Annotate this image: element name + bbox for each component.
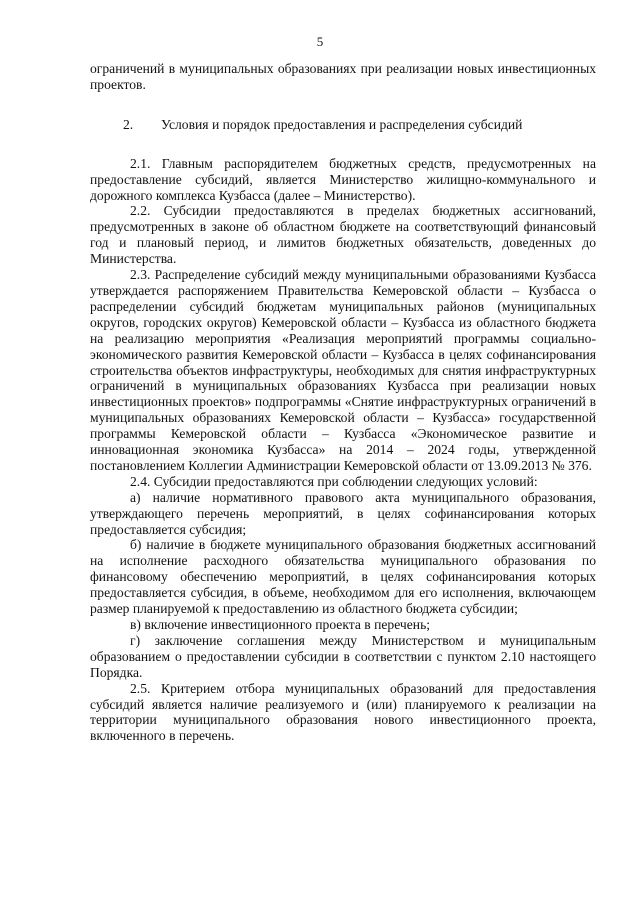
paragraph-2-5: 2.5. Критерием отбора муниципальных образований для предоставления субсидий является наличие реализуемого и (или) планируемого к реализации на территории муниципального образования нового инвестиционного проекта, включенного в перечень. (90, 680, 596, 744)
continuation-paragraph: ограничений в муниципальных образованиях при реализации новых инвестиционных проектов. (90, 61, 596, 92)
section-heading (90, 117, 596, 133)
condition-g: г) заключение соглашения между Министерством и муниципальным образованием о предоставлении субсидии в соответствии с пунктом 2.10 настоящего Порядка. (90, 632, 596, 680)
condition-b: б) наличие в бюджете муниципального образования бюджетных ассигнований на исполнение расходного обязательства муниципального образования по финансовому обеспечению мероприятий, в целях софинансирования которых предоставляется субсидия, в объеме, необходимом для его исполнения, включающем размер планируемой к предоставлению из областного бюджета субсидии; (90, 537, 596, 617)
paragraph-2-3: 2.3. Распределение субсидий между муниципальными образованиями Кузбасса утверждается распоряжением Правительства Кемеровской области – Кузбасса о распределении субсидий бюджетам муниципальных районов (муниципальных округов, городских округов) Кемеровской области – Кузбасса из областного бюджета на реализацию мероприятия «Реализация мероприятий программы социально-экономического развития Кемеровской области – Кузбасса в целях софинансирования строительства объектов инфраструктуры, необходимых для снятия инфраструктурных ограничений в муниципальных образованиях Кузбасса при реализации новых инвестиционных проектов» подпрограммы «Снятие инфраструктурных ограничений в муниципальных образованиях Кемеровской области – Кузбасса» государственной программы Кемеровской области – Кузбасса «Экономическое развитие и инновационная экономика Кузбасса» на 2014 – 2024 годы, утвержденной постановлением Коллегии Администрации Кемеровской области от 13.09.2013 № 376. (90, 267, 596, 473)
document-body (90, 61, 596, 744)
paragraph-2-4: 2.4. Субсидии предоставляются при соблюдении следующих условий: (130, 473, 538, 489)
condition-v: в) включение инвестиционного проекта в перечень; (130, 617, 431, 632)
paragraph-2-1: 2.1. Главным распорядителем бюджетных средств, предусмотренных на предоставление субсидий, является Министерство жилищно-коммунального и дорожного комплекса Кузбасса (далее – Министерство). (90, 155, 596, 203)
paragraph-2-2: 2.2. Субсидии предоставляются в пределах бюджетных ассигнований, предусмотренных в законе об областном бюджете на соответствующий финансовый год и плановый период, и лимитов бюджетных обязательств, доведенных до Министерства. (90, 203, 596, 267)
section-title: Условия и порядок предоставления и распределения субсидий (161, 116, 523, 132)
condition-a: а) наличие нормативного правового акта муниципального образования, утверждающего перечень мероприятий, в целях софинансирования которых предоставляется субсидия; (90, 489, 596, 537)
page-number: 5 (316, 34, 324, 49)
section-number: 2. (123, 116, 134, 132)
